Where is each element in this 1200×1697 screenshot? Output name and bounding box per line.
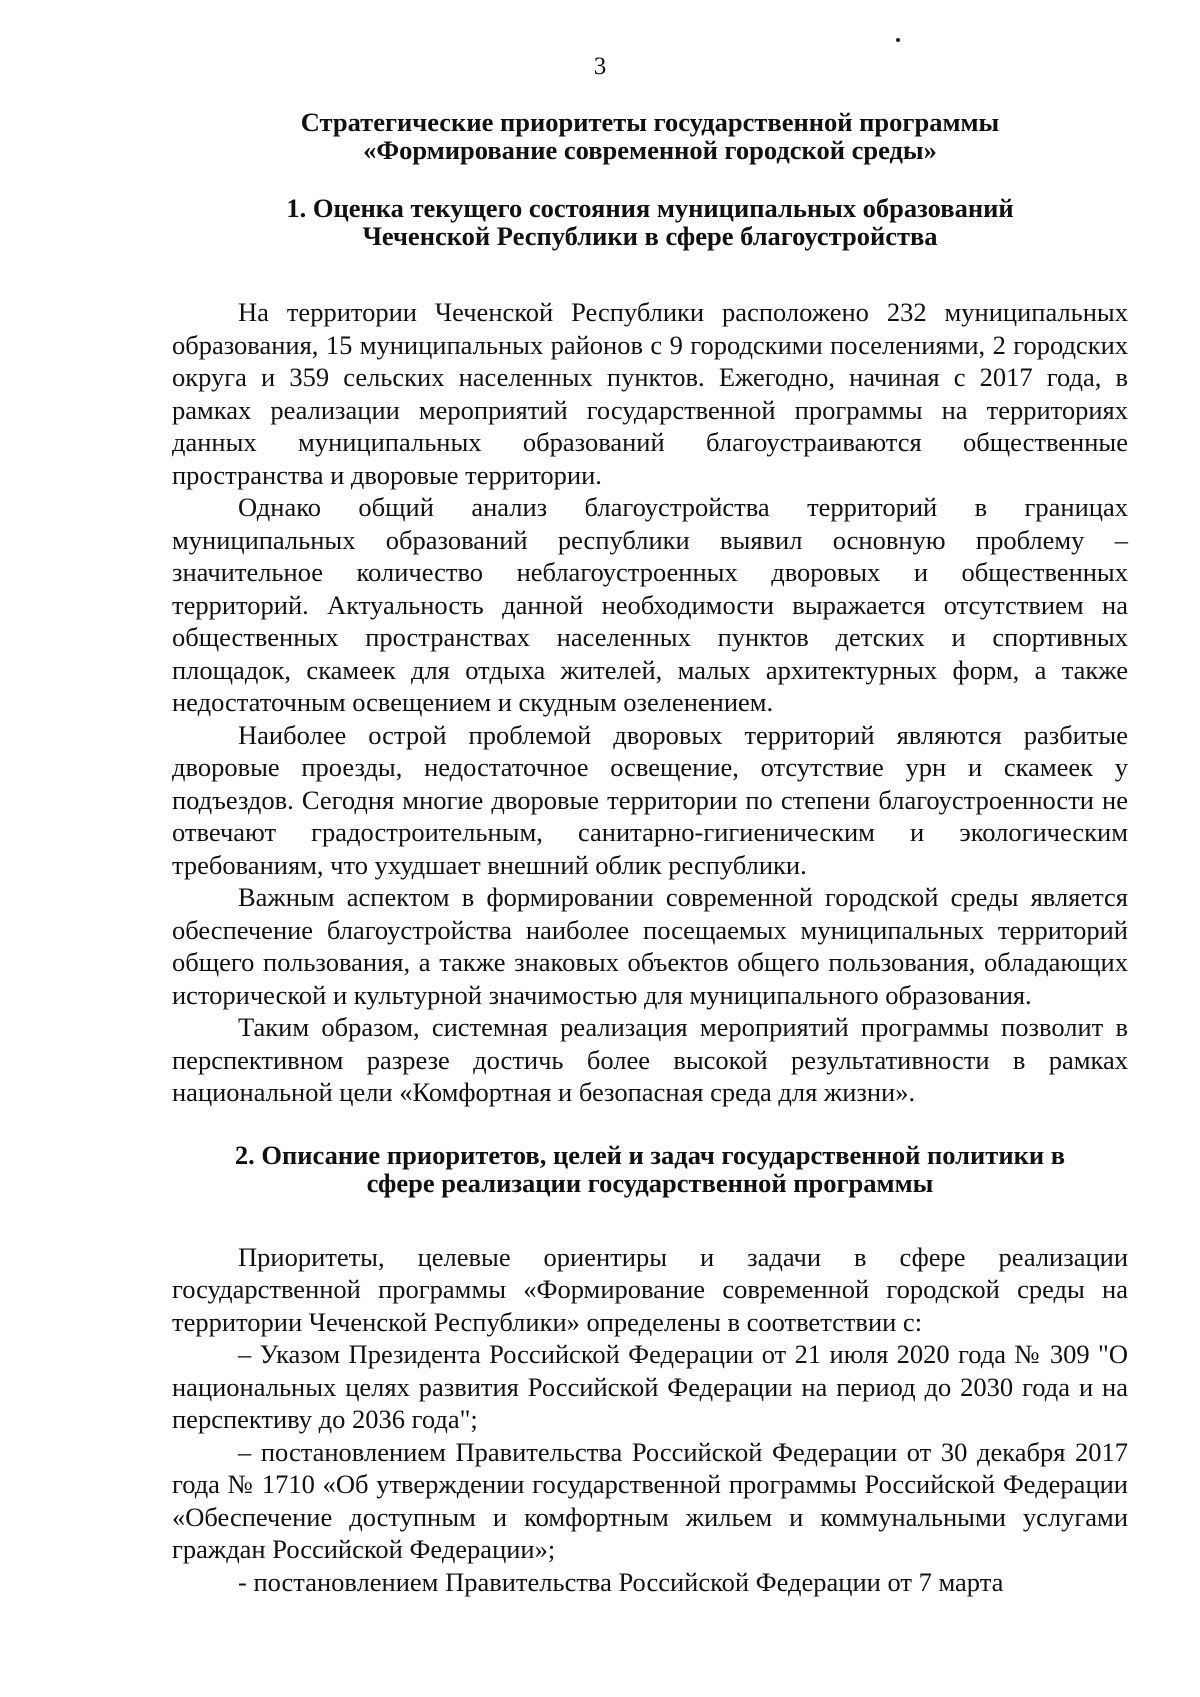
document-title <box>172 108 1128 164</box>
section-2-heading <box>172 1141 1128 1197</box>
section-1-heading-line-1: 1. Оценка текущего состояния муниципальных образований <box>286 193 1014 223</box>
paragraph: Таким образом, системная реализация мероприятий программы позволит в перспективном разрезе достичь более высокой результативности в рамках национальной цели «Комфортная и безопасная среда для жизни». <box>172 1012 1128 1107</box>
paragraph: Однако общий анализ благоустройства территорий в границах муниципальных образований республики выявил основную проблему – значительное количество неблагоустроенных дворовых и общественных территорий. Актуальность данной необходимости выражается отсутствием на общественных пространствах населенных пунктов детских и спортивных площадок, скамеек для отдыха жителей, малых архитектурных форм, а также недостаточным освещением и скудным озеленением. <box>172 492 1128 717</box>
section-1-body <box>172 296 1128 1109</box>
page-number: 3 <box>593 53 607 80</box>
paragraph: Наиболее острой проблемой дворовых территорий являются разбитые дворовые проезды, недостаточное освещение, отсутствие урн и скамеек у подъездов. Сегодня многие дворовые территории по степени благоустроенности не отвечают градостроительным, санитарно-гигиеническим и экологическим требованиям, что ухудшает внешний облик республики. <box>172 719 1128 880</box>
paragraph: Важным аспектом в формировании современной городской среды является обеспечение благоустройства наиболее посещаемых муниципальных территорий общего пользования, а также знаковых объектов общего пользования, обладающих исторической и культурной значимостью для муниципального образования. <box>172 882 1128 1010</box>
list-item: – постановлением Правительства Российской Федерации от 30 декабря 2017 года № 1710 «Об утверждении государственной программы Российской Федерации «Обеспечение доступным и комфортным жильем и коммунальными услугами граждан Российской Федерации»; <box>172 1436 1128 1564</box>
section-2-body <box>172 1241 1128 1599</box>
paragraph: Приоритеты, целевые ориентиры и задачи в сфере реализации государственной программы «Формирование современной городской среды на территории Чеченской Республики» определены в соответствии с: <box>172 1241 1128 1337</box>
section-2-heading-line-2: сфере реализации государственной программы <box>366 1167 934 1198</box>
section-1-heading-line-2: Чеченской Республики в сфере благоустройства <box>362 221 938 251</box>
list-item: - постановлением Правительства Российской Федерации от 7 марта <box>238 1566 1004 1597</box>
paragraph: На территории Чеченской Республики расположено 232 муниципальных образования, 15 муниципальных районов с 9 городскими поселениями, 2 городских округа и 359 сельских населенных пунктов. Ежегодно, начиная с 2017 года, в рамках реализации мероприятий государственной программы на территориях данных муниципальных образований благоустраиваются общественные пространства и дворовые территории. <box>172 297 1128 490</box>
document-body <box>172 98 1128 1598</box>
document-title-line-2: «Формирование современной городской среды» <box>363 135 937 165</box>
scan-speck <box>896 38 900 42</box>
document-title-line-1: Стратегические приоритеты государственной программы <box>300 107 1000 137</box>
section-2-heading-line-1: 2. Описание приоритетов, целей и задач государственной политики в <box>234 1139 1066 1170</box>
list-item: – Указом Президента Российской Федерации от 21 июля 2020 года № 309 "О национальных целях развития Российской Федерации на период до 2030 года и на перспективу до 2036 года"; <box>172 1339 1128 1434</box>
section-1-heading <box>172 194 1128 250</box>
